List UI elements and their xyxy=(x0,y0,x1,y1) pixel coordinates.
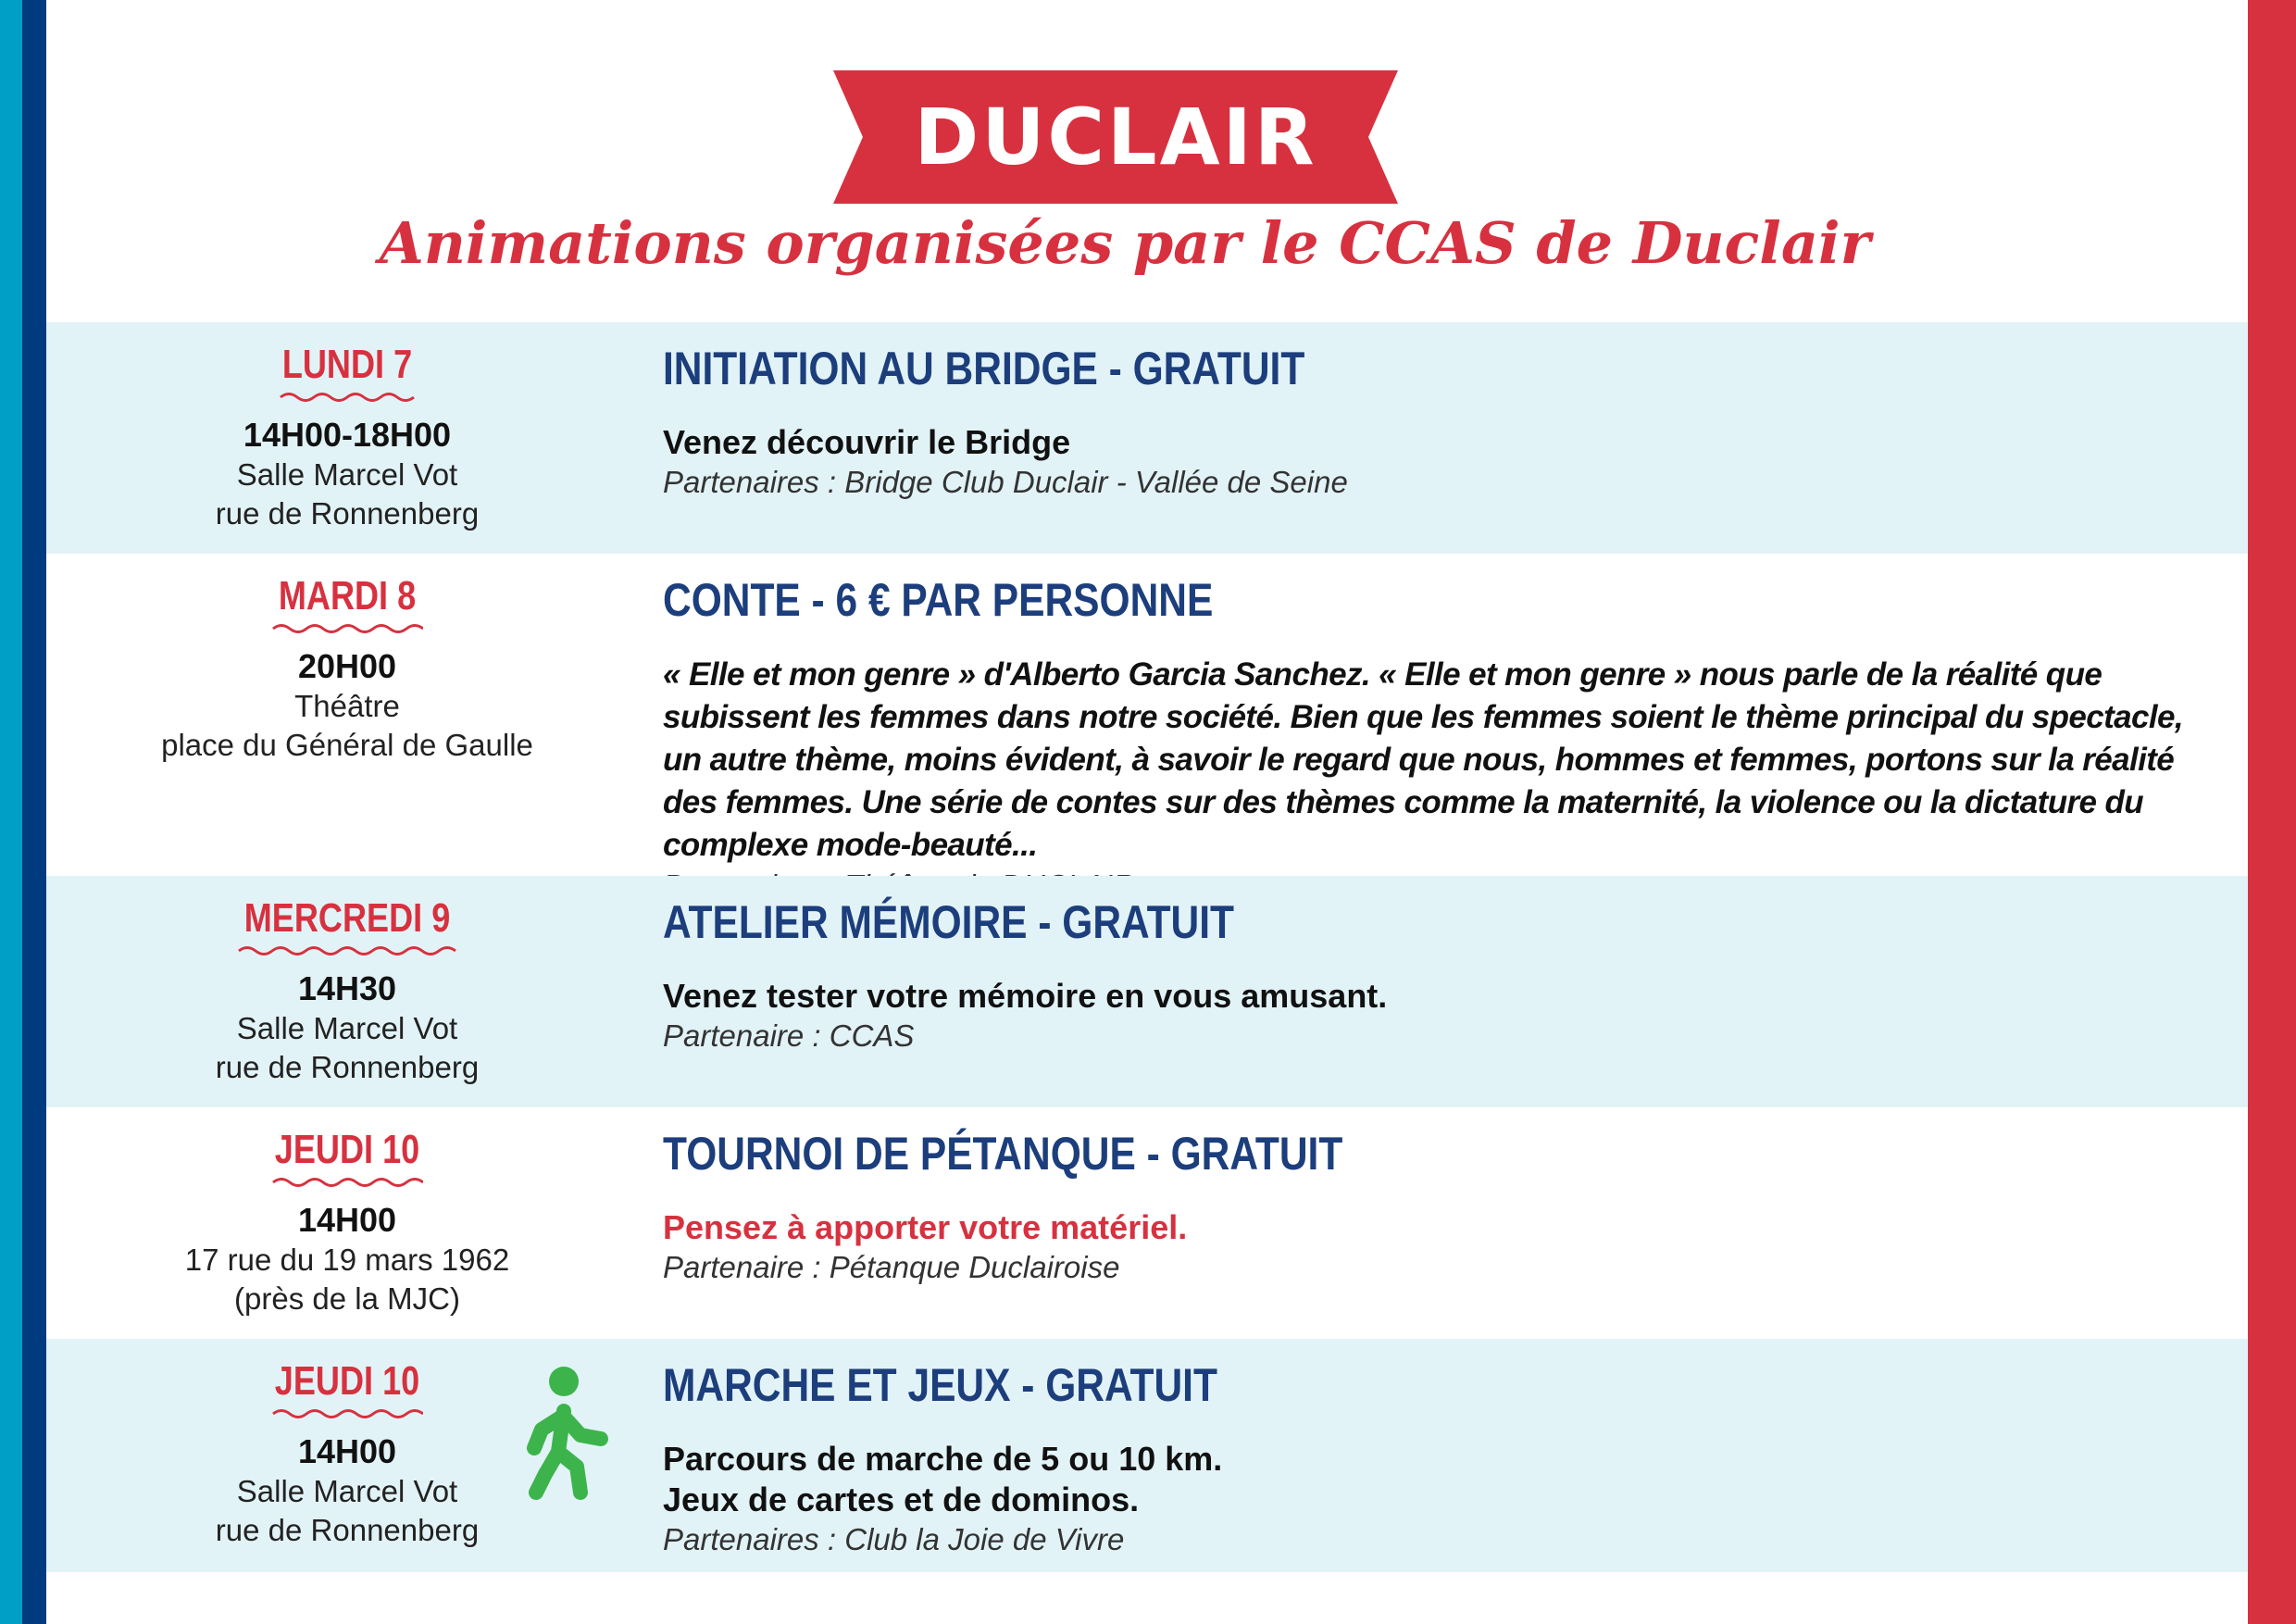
event-place-line1: 17 rue du 19 mars 1962 xyxy=(184,1243,510,1277)
event-title: TOURNOI DE PÉTANQUE - GRATUIT xyxy=(663,1128,1343,1180)
event-schedule xyxy=(46,339,648,533)
event-schedule xyxy=(46,570,648,765)
event-partners: Partenaire : CCAS xyxy=(663,1018,915,1053)
event-details xyxy=(663,572,2237,906)
event-place-line1: Salle Marcel Vot xyxy=(236,457,458,492)
event-description: Venez découvrir le Bridge xyxy=(663,423,1071,461)
event-place-line2: rue de Ronnenberg xyxy=(215,1050,480,1084)
event-title: INITIATION AU BRIDGE - GRATUIT xyxy=(663,343,1305,394)
event-row-conte xyxy=(46,554,2248,876)
event-day: JEUDI 10 xyxy=(274,1127,420,1172)
event-row-bridge xyxy=(46,322,2248,554)
event-description: « Elle et mon genre » d'Alberto Garcia Sanchez. « Elle et mon genre » nous parle de la réalité que subissent les femmes dans notre société. Bien que les femmes soient le thème principal du spectacle, un autre thème, moins évident, à savoir le regard que nous, hommes et femmes, portons sur la réalité des femmes. Une série de contes sur des thèmes comme la maternité, la violence ou la dictature du complexe mode-beauté... xyxy=(663,656,2183,863)
event-description-line1: Parcours de marche de 5 ou 10 km. xyxy=(663,1440,1223,1478)
event-details xyxy=(663,341,2237,502)
event-description: Venez tester votre mémoire en vous amusant. xyxy=(663,977,1388,1015)
event-place-line1: Salle Marcel Vot xyxy=(236,1474,458,1508)
event-schedule xyxy=(46,1124,648,1318)
event-details xyxy=(663,894,2237,1056)
wavy-underline xyxy=(271,1176,423,1189)
event-details xyxy=(663,1357,2237,1559)
event-row-memoire xyxy=(46,876,2248,1107)
event-day: JEUDI 10 xyxy=(274,1358,420,1404)
event-place-line1: Théâtre xyxy=(294,689,400,723)
event-partners: Partenaires : Club la Joie de Vivre xyxy=(663,1522,1125,1556)
left-edge-navy-stripe xyxy=(22,0,46,1624)
event-title: CONTE - 6 € PAR PERSONNE xyxy=(663,574,1214,626)
event-description: Pensez à apporter votre matériel. xyxy=(663,1208,1188,1246)
event-place-line1: Salle Marcel Vot xyxy=(236,1011,458,1045)
town-banner xyxy=(833,70,1398,204)
event-place-line2: rue de Ronnenberg xyxy=(215,1513,480,1547)
event-schedule xyxy=(46,893,648,1087)
event-details xyxy=(663,1126,2237,1287)
event-place-line2: (près de la MJC) xyxy=(234,1281,460,1316)
event-day: MARDI 8 xyxy=(278,573,417,618)
event-time: 14H00 xyxy=(297,1201,397,1239)
event-partners: Partenaire : Pétanque Duclairoise xyxy=(663,1250,1120,1284)
event-description-line2: Jeux de cartes et de dominos. xyxy=(663,1480,1140,1518)
town-name: DUCLAIR xyxy=(914,92,1317,182)
right-edge-red-stripe xyxy=(2248,0,2296,1624)
event-day: LUNDI 7 xyxy=(281,342,413,387)
event-day: MERCREDI 9 xyxy=(243,895,451,941)
left-edge-cyan-stripe xyxy=(0,0,22,1624)
event-partners: Partenaires : Bridge Club Duclair - Vallée de Seine xyxy=(663,465,1348,499)
wavy-underline xyxy=(237,944,457,957)
event-place-line2: place du Général de Gaulle xyxy=(161,728,533,762)
event-row-marche xyxy=(46,1339,2248,1572)
event-time: 14H30 xyxy=(297,969,397,1007)
event-time: 14H00 xyxy=(297,1432,397,1470)
event-place-line2: rue de Ronnenberg xyxy=(215,496,480,531)
wavy-underline xyxy=(271,622,423,635)
event-time: 14H00-18H00 xyxy=(243,416,452,454)
event-title: MARCHE ET JEUX - GRATUIT xyxy=(663,1359,1217,1411)
page-subtitle: Animations organisées par le CCAS de Duclair xyxy=(379,209,1871,277)
wavy-underline xyxy=(279,391,416,404)
walking-person-icon xyxy=(523,1365,625,1504)
event-title: ATELIER MÉMOIRE - GRATUIT xyxy=(663,896,1235,948)
event-time: 20H00 xyxy=(297,647,397,685)
wavy-underline xyxy=(271,1407,423,1420)
event-row-petanque xyxy=(46,1107,2248,1339)
